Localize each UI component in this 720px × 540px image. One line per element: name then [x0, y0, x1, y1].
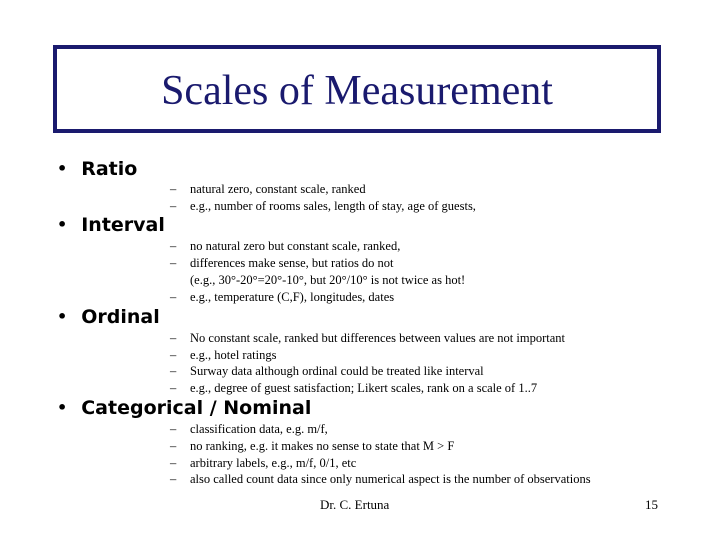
- bullet-dot-icon: •: [57, 307, 68, 326]
- sub-item-text: classification data, e.g. m/f,: [190, 422, 328, 436]
- bullet-heading: Interval: [81, 214, 165, 236]
- bullet-heading: Categorical / Nominal: [81, 397, 312, 419]
- dash-icon: –: [170, 239, 177, 253]
- dash-icon: –: [170, 439, 177, 453]
- sub-item: [170, 455, 356, 472]
- sub-item-text: also called count data since only numerical aspect is the number of observations: [190, 472, 591, 486]
- slide-title: Scales of Measurement: [161, 68, 553, 114]
- sub-item: [170, 198, 476, 215]
- sub-item: [170, 380, 537, 397]
- dash-icon: –: [170, 472, 177, 486]
- sub-item-text: e.g., number of rooms sales, length of stay, age of guests,: [190, 199, 476, 213]
- dash-icon: –: [170, 290, 177, 304]
- bullet-interval: [57, 214, 165, 236]
- dash-icon: –: [170, 199, 177, 213]
- dash-icon: –: [170, 256, 177, 270]
- dash-icon: –: [170, 331, 177, 345]
- dash-icon: –: [170, 422, 177, 436]
- footer-author: Dr. C. Ertuna: [320, 497, 390, 512]
- sub-item-text: e.g., temperature (C,F), longitudes, dates: [190, 290, 395, 304]
- bullet-dot-icon: •: [57, 159, 68, 178]
- sub-item: [170, 438, 454, 455]
- sub-item-text: No constant scale, ranked but differences between values are not important: [190, 331, 565, 345]
- sub-item-text: e.g., hotel ratings: [190, 348, 277, 362]
- bullet-categorical: [57, 397, 311, 419]
- sub-item: [170, 471, 591, 488]
- bullet-dot-icon: •: [57, 398, 68, 417]
- sub-item: [170, 181, 366, 198]
- bullet-dot-icon: •: [57, 215, 68, 234]
- sub-item-text: e.g., degree of guest satisfaction; Likert scales, rank on a scale of 1..7: [190, 381, 538, 395]
- bullet-heading: Ordinal: [81, 306, 160, 328]
- dash-icon: –: [170, 456, 177, 470]
- sub-item-text: no natural zero but constant scale, ranked,: [190, 239, 401, 253]
- sub-item-text: arbitrary labels, e.g., m/f, 0/1, etc: [190, 456, 357, 470]
- sub-item: [170, 363, 484, 380]
- title-box: [53, 45, 661, 133]
- dash-icon: –: [170, 348, 177, 362]
- bullet-heading: Ratio: [81, 158, 138, 180]
- sub-item-continuation: [170, 272, 465, 289]
- bullet-ordinal: [57, 306, 160, 328]
- sub-item-text: natural zero, constant scale, ranked: [190, 182, 366, 196]
- bullet-ratio: [57, 158, 137, 180]
- sub-item-text: (e.g., 30°-20°=20°-10°, but 20°/10° is not twice as hot!: [190, 273, 466, 287]
- sub-item: [170, 347, 276, 364]
- page-number: 15: [645, 497, 658, 512]
- sub-item-text: differences make sense, but ratios do not: [190, 256, 394, 270]
- dash-icon: –: [170, 182, 177, 196]
- dash-icon: –: [170, 381, 177, 395]
- sub-item: [170, 330, 565, 347]
- sub-item: [170, 255, 394, 272]
- sub-item-text: Surway data although ordinal could be treated like interval: [190, 364, 484, 378]
- dash-icon: –: [170, 364, 177, 378]
- sub-item-text: no ranking, e.g. it makes no sense to state that M > F: [190, 439, 455, 453]
- sub-item: [170, 421, 328, 438]
- sub-item: [170, 238, 400, 255]
- sub-item: [170, 289, 394, 306]
